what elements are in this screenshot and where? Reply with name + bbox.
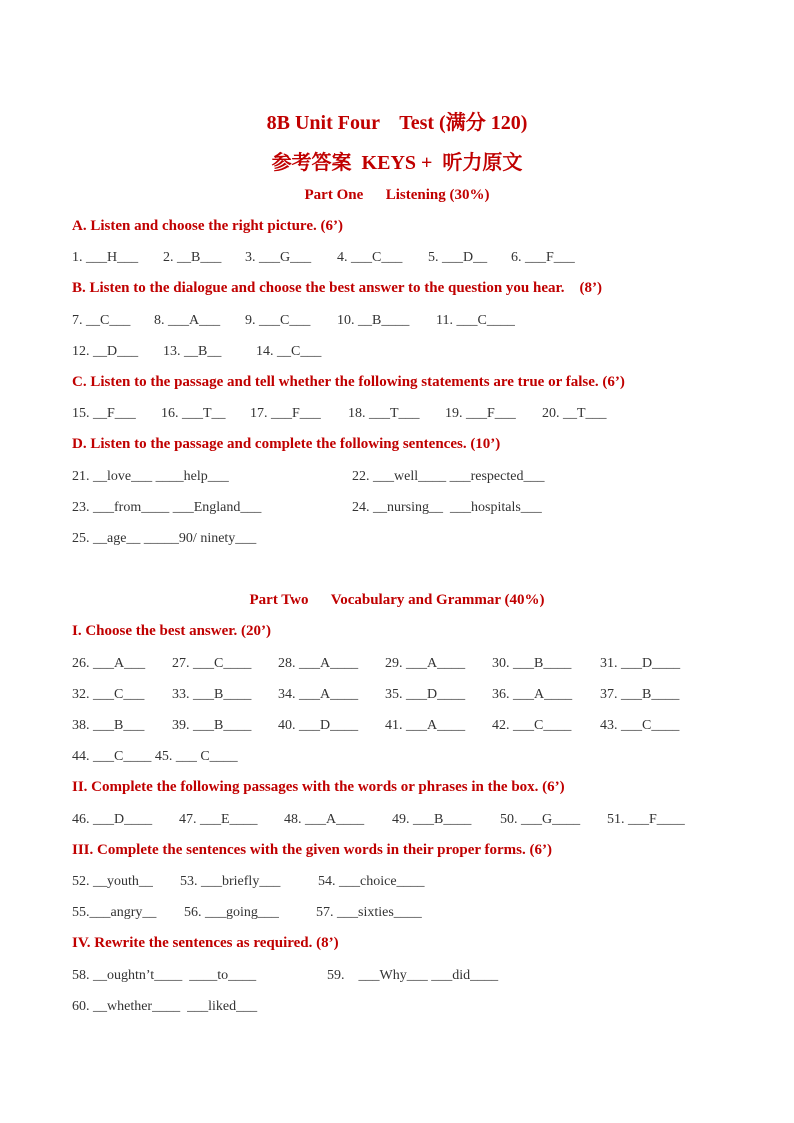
page-title: 8B Unit Four Test (满分 120) (266, 112, 528, 134)
answer-item: 44. ___C____ 45. ___ C____ (72, 749, 238, 764)
answer-item: 9. ___C___ (245, 313, 311, 328)
answer-item: 25. __age__ _____90/ ninety___ (72, 531, 257, 546)
answer-item: 34. ___A____ (278, 687, 359, 702)
answer-item: 32. ___C___ (72, 687, 145, 702)
section-ii-heading: II. Complete the following passages with the words or phrases in the box. (6’) (72, 779, 565, 795)
answer-item: 3. ___G___ (245, 250, 312, 265)
answer-item: 38. ___B___ (72, 718, 145, 733)
answer-item: 13. __B__ (163, 344, 222, 359)
answer-row (72, 531, 257, 563)
answer-item: 2. __B___ (163, 250, 222, 265)
answer-item: 46. ___D____ (72, 812, 153, 827)
answer-item: 50. ___G____ (500, 812, 581, 827)
answer-item: 19. ___F___ (445, 406, 516, 421)
answer-item: 55.___angry__ (72, 905, 157, 920)
answer-item: 14. __C___ (256, 344, 322, 359)
answer-item: 51. ___F____ (607, 812, 685, 827)
answer-item: 28. ___A____ (278, 656, 359, 671)
section-iii-heading: III. Complete the sentences with the given words in their proper forms. (6’) (72, 842, 552, 858)
answer-item: 29. ___A____ (385, 656, 466, 671)
answer-item: 8. ___A___ (154, 313, 221, 328)
answer-item: 23. ___from____ ___England___ (72, 500, 262, 515)
answer-item: 47. ___E____ (179, 812, 258, 827)
answer-item: 43. ___C____ (600, 718, 680, 733)
part-one-heading: Part One Listening (30%) (304, 187, 490, 203)
answer-item: 54. ___choice____ (318, 874, 425, 889)
answer-item: 60. __whether____ ___liked___ (72, 999, 258, 1014)
answer-item: 37. ___B____ (600, 687, 680, 702)
section-d-heading: D. Listen to the passage and complete the following sentences. (10’) (72, 436, 501, 452)
part-two-heading: Part Two Vocabulary and Grammar (40%) (249, 592, 545, 608)
answer-item: 39. ___B____ (172, 718, 252, 733)
answer-row (72, 749, 238, 781)
answer-item: 52. __youth__ (72, 874, 153, 889)
answer-item: 4. ___C___ (337, 250, 403, 265)
page-subtitle: 参考答案 KEYS + 听力原文 (271, 152, 523, 174)
answer-item: 11. ___C____ (436, 313, 515, 328)
answer-item: 21. __love___ ____help___ (72, 469, 229, 484)
answer-item: 49. ___B____ (392, 812, 472, 827)
answer-item: 48. ___A____ (284, 812, 365, 827)
answer-item: 42. ___C____ (492, 718, 572, 733)
answer-item: 53. ___briefly___ (180, 874, 281, 889)
section-c-heading: C. Listen to the passage and tell whether the following statements are true or false. (6’) (72, 374, 625, 390)
answer-item: 5. ___D__ (428, 250, 488, 265)
answer-item: 22. ___well____ ___respected___ (352, 469, 545, 484)
answer-item: 15. __F___ (72, 406, 136, 421)
answer-item: 57. ___sixties____ (316, 905, 422, 920)
section-i-heading: I. Choose the best answer. (20’) (72, 623, 272, 639)
answer-item: 1. ___H___ (72, 250, 139, 265)
section-b-heading: B. Listen to the dialogue and choose the best answer to the question you hear. (8’) (72, 280, 603, 296)
answer-item: 6. ___F___ (511, 250, 575, 265)
answer-item: 26. ___A___ (72, 656, 146, 671)
answer-item: 20. __T___ (542, 406, 607, 421)
answer-item: 41. ___A____ (385, 718, 466, 733)
answer-item: 16. ___T__ (161, 406, 226, 421)
answer-item: 35. ___D____ (385, 687, 466, 702)
answer-item: 59. ___Why___ ___did____ (327, 968, 499, 983)
section-iv-heading: IV. Rewrite the sentences as required. (8’) (72, 935, 339, 951)
answer-item: 12. __D___ (72, 344, 139, 359)
answer-item: 33. ___B____ (172, 687, 252, 702)
answer-item: 58. __oughtn’t____ ____to____ (72, 968, 257, 983)
answer-item: 31. ___D____ (600, 656, 681, 671)
answer-item: 17. ___F___ (250, 406, 321, 421)
answer-row (72, 999, 258, 1031)
answer-item: 24. __nursing__ ___hospitals___ (352, 500, 542, 515)
answer-item: 10. __B____ (337, 313, 410, 328)
answer-item: 36. ___A____ (492, 687, 573, 702)
answer-item: 56. ___going___ (184, 905, 279, 920)
answer-item: 40. ___D____ (278, 718, 359, 733)
answer-item: 7. __C___ (72, 313, 131, 328)
section-a-heading: A. Listen and choose the right picture. (6’) (72, 218, 343, 234)
answer-item: 18. ___T___ (348, 406, 420, 421)
answer-item: 30. ___B____ (492, 656, 572, 671)
answer-item: 27. ___C____ (172, 656, 252, 671)
